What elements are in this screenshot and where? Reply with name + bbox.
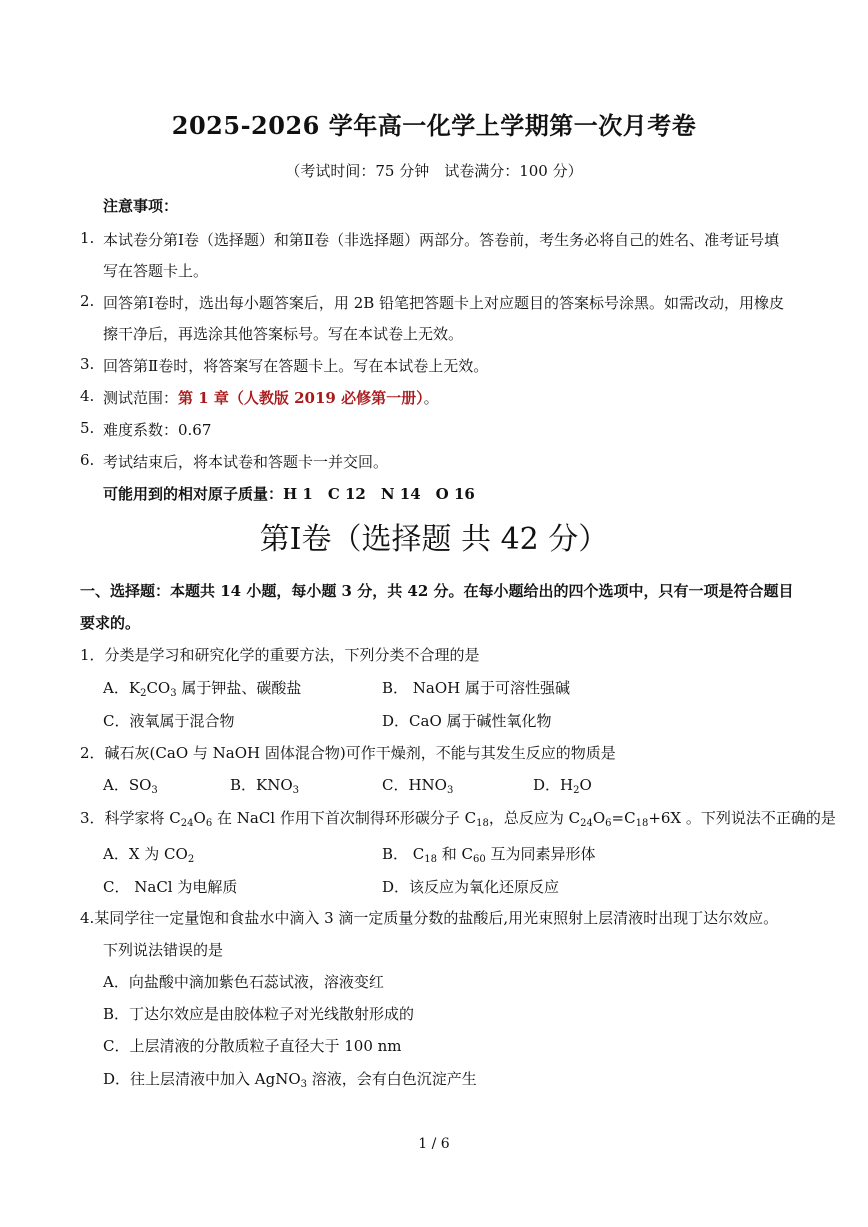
subscript: 18: [635, 818, 649, 829]
notice-item-num: 3.: [80, 355, 95, 373]
notice-item-num: 4.: [80, 387, 95, 405]
formula-part: K: [128, 679, 141, 697]
question-4-option-d: [103, 1068, 477, 1090]
option-text: B． C: [382, 845, 425, 863]
stem-text: 3．科学家将 C: [80, 809, 181, 827]
subscript: 24: [180, 818, 194, 829]
notice-item-text: 难度系数：0.67: [103, 421, 212, 439]
question-2-stem: 2．碱石灰(CaO 与 NaOH 固体混合物)可作干燥剂，不能与其发生反应的物质是: [80, 744, 616, 762]
subscript: 2: [140, 688, 147, 699]
notice-item-num: 1.: [80, 229, 95, 247]
stem-text: 在 NaCl 作用下首次制得环形碳分子 C: [212, 809, 477, 827]
question-4-stem: 4.某同学往一定量饱和食盐水中滴入 3 滴一定质量分数的盐酸后,用光束照射上层清液时出现丁达尔效应。: [80, 909, 779, 927]
question-1-option-a: [103, 677, 301, 699]
question-4-stem-cont: 下列说法错误的是: [103, 941, 224, 959]
question-4-option-a: A．向盐酸中滴加紫色石蕊试液，溶液变红: [103, 973, 384, 991]
notice-item-text: 回答第Ⅰ卷时，选出每小题答案后，用 2B 铅笔把答题卡上对应题目的答案标号涂黑。如需改动，用橡皮: [103, 294, 785, 312]
question-3-option-d: D．该反应为氧化还原反应: [382, 878, 560, 896]
option-text: D．H: [533, 776, 574, 794]
exam-title: 2025-2026 学年高一化学上学期第一次月考卷: [171, 111, 697, 140]
question-3-option-c: C． NaCl 为电解质: [103, 878, 238, 896]
test-scope-label: 测试范围：: [103, 389, 179, 407]
option-text: A．SO: [103, 776, 152, 794]
subscript: 60: [473, 854, 486, 865]
subscript: 6: [605, 818, 612, 829]
test-scope: [103, 387, 439, 408]
option-text: A．X 为 CO: [103, 845, 188, 863]
option-label: A．: [103, 679, 129, 697]
subscript: 2: [573, 785, 580, 796]
question-2-option-a: [103, 774, 158, 796]
stem-text: +6X 。下列说法不正确的是: [648, 809, 836, 827]
stem-text: =C: [611, 809, 636, 827]
notice-item-num: 5.: [80, 419, 95, 437]
question-1-option-c: C．液氧属于混合物: [103, 712, 235, 730]
notice-item-num: 6.: [80, 451, 95, 469]
option-text: O: [579, 776, 592, 794]
notice-item-num: 2.: [80, 292, 95, 310]
page-number: 1 / 6: [418, 1136, 450, 1152]
notice-item-text: 考试结束后，将本试卷和答题卡一并交回。: [103, 453, 389, 471]
subscript: 3: [446, 785, 454, 796]
question-1-stem: 1．分类是学习和研究化学的重要方法，下列分类不合理的是: [80, 646, 480, 664]
subscript: 6: [205, 818, 213, 829]
test-scope-tail: 。: [423, 389, 439, 407]
question-1-option-b: B． NaOH 属于可溶性强碱: [382, 679, 571, 697]
exam-subtitle: （考试时间：75 分钟 试卷满分：100 分）: [285, 162, 583, 180]
subscript: 24: [580, 818, 593, 829]
subscript: 2: [187, 854, 195, 865]
question-3-option-a: [103, 843, 194, 865]
question-3-stem: [80, 807, 836, 829]
option-text: 互为同素异形体: [485, 845, 596, 863]
test-scope-highlight: 第 1 章（人教版 2019 必修第一册）: [178, 389, 424, 407]
stem-text: O: [193, 809, 206, 827]
stem-text: ，总反应为 C: [488, 809, 581, 827]
section-title: 第Ⅰ卷（选择题 共 42 分）: [259, 522, 609, 557]
question-4-option-b: B．丁达尔效应是由胶体粒子对光线散射形成的: [103, 1005, 415, 1023]
notice-item-text: 写在答题卡上。: [103, 262, 209, 280]
section-instruction: 要求的。: [80, 614, 141, 632]
notice-item-text: 擦干净后，再选涂其他答案标号。写在本试卷上无效。: [103, 325, 464, 343]
option-text: 和 C: [437, 845, 474, 863]
formula-part: CO: [146, 679, 171, 697]
notice-item-text: 本试卷分第Ⅰ卷（选择题）和第Ⅱ卷（非选择题）两部分。答卷前，考生务必将自己的姓名、准考证号填: [103, 231, 780, 249]
subscript: 3: [151, 785, 158, 796]
option-text: 属于钾盐、碳酸盐: [176, 679, 302, 697]
option-text: D．往上层清液中加入 AgNO: [103, 1070, 301, 1088]
question-2-option-d: [533, 774, 592, 796]
subscript: 3: [292, 785, 300, 796]
section-instruction: 一、选择题：本题共 14 小题，每小题 3 分，共 42 分。在每小题给出的四个选项中，只有一项是符合题目: [80, 582, 794, 600]
option-text: B．KNO: [230, 776, 293, 794]
question-4-option-c: C．上层清液的分散质粒子直径大于 100 nm: [103, 1037, 402, 1055]
subscript: 18: [476, 818, 489, 829]
atomic-masses: 可能用到的相对原子质量：H 1 C 12 N 14 O 16: [103, 485, 475, 503]
question-2-option-c: [382, 774, 453, 796]
subscript: 18: [424, 854, 438, 865]
question-3-option-b: [382, 843, 596, 865]
notice-item-text: 回答第Ⅱ卷时，将答案写在答题卡上。写在本试卷上无效。: [103, 357, 489, 375]
question-2-option-b: [230, 774, 299, 796]
subscript: 3: [170, 688, 177, 699]
stem-text: O: [592, 809, 606, 827]
option-text: 溶液，会有白色沉淀产生: [307, 1070, 477, 1088]
question-1-option-d: D．CaO 属于碱性氧化物: [382, 712, 552, 730]
subscript: 3: [300, 1079, 308, 1090]
option-text: C．HNO: [382, 776, 447, 794]
notice-heading: 注意事项：: [103, 197, 179, 215]
